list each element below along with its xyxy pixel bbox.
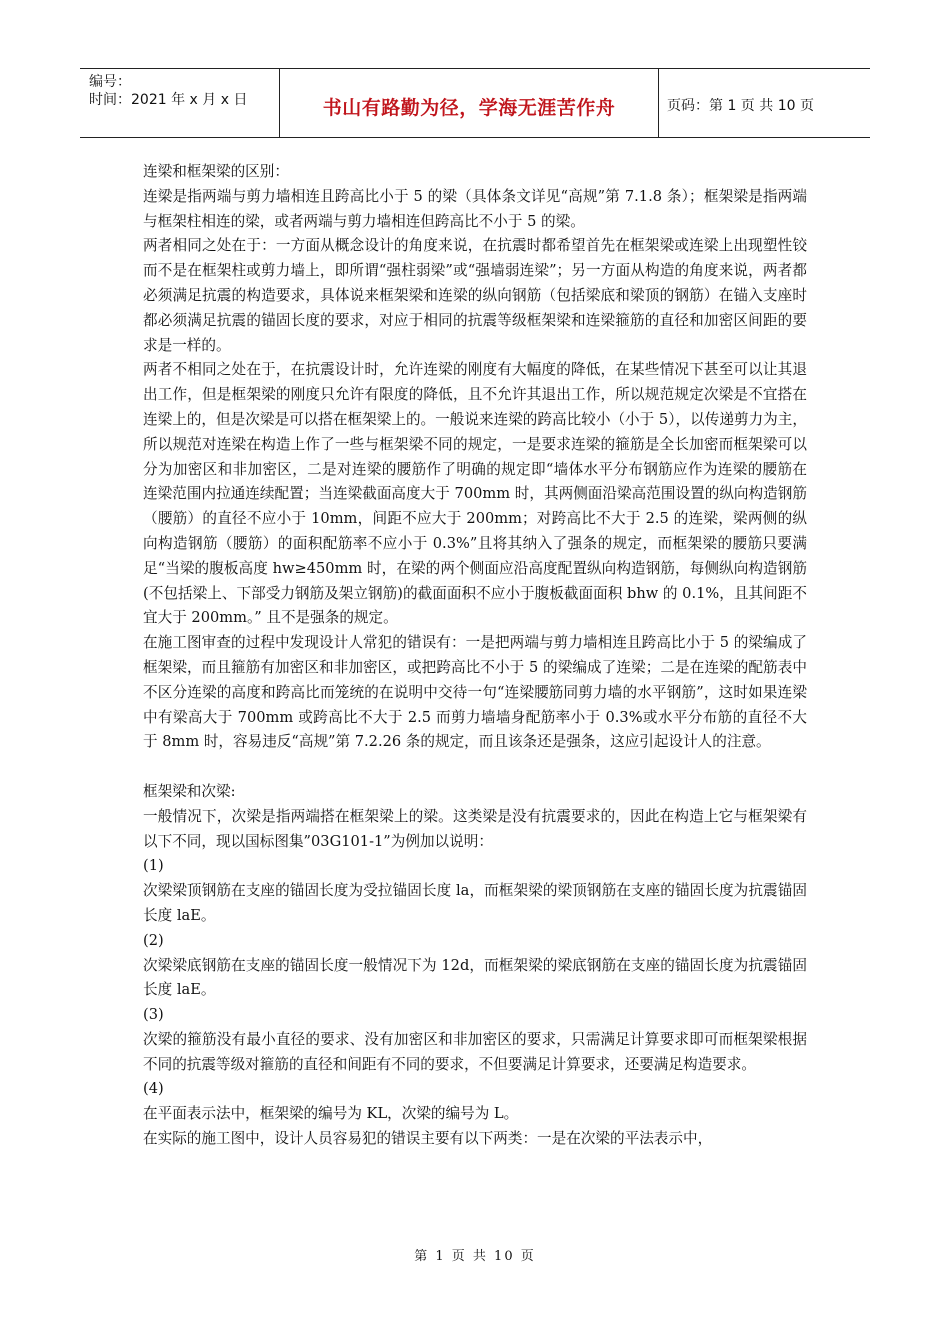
header-meta-cell bbox=[80, 69, 280, 137]
list-number: (1) bbox=[143, 857, 164, 875]
paragraph: 一般情况下，次梁是指两端搭在框架梁上的梁。这类梁是没有抗震要求的，因此在构造上它与框架梁有以下不同，现以国标图集”03G101-1”为例加以说明： bbox=[143, 807, 807, 850]
list-number: (3) bbox=[143, 1006, 164, 1024]
blank-line bbox=[143, 755, 807, 780]
header-page-info: 页码：第 1 页 共 10 页 bbox=[667, 98, 814, 114]
paragraph: 次梁的箍筋没有最小直径的要求、没有加密区和非加密区的要求，只需满足计算要求即可而框架梁根据不同的抗震等级对箍筋的直径和间距有不同的要求，不但要满足计算要求，还要满足构造要求。 bbox=[143, 1030, 807, 1073]
document-number: 编号： bbox=[89, 74, 131, 90]
document-date: 时间：2021 年 x 月 x 日 bbox=[89, 92, 248, 108]
section-title-lianliang: 连梁和框架梁的区别： bbox=[143, 163, 289, 180]
page-footer: 第 1 页 共 10 页 bbox=[414, 1249, 536, 1264]
document-header bbox=[80, 68, 870, 138]
paragraph: 在平面表示法中，框架梁的编号为 KL，次梁的编号为 L。 bbox=[143, 1105, 519, 1123]
paragraph: 次梁梁底钢筋在支座的锚固长度一般情况下为 12d，而框架梁的梁底钢筋在支座的锚固长度为抗震锚固长度 laE。 bbox=[143, 956, 807, 999]
list-number: (2) bbox=[143, 931, 164, 949]
section-title-ciliang: 框架梁和次梁: bbox=[143, 782, 236, 800]
header-motto: 书山有路勤为径，学海无涯苦作舟 bbox=[322, 97, 616, 119]
list-number: (4) bbox=[143, 1080, 164, 1098]
paragraph: 在施工图审查的过程中发现设计人常犯的错误有：一是把两端与剪力墙相连且跨高比小于 5 的梁编成了框架梁，而且箍筋有加密区和非加密区，或把跨高比不小于 5 的梁编成了连梁；二是在连梁的配筋表中不区分连梁的高度和跨高比而笼统的在说明中交待一句“连梁腰筋同剪力墙的水平钢筋”，这时如果连梁中有梁高大于 700mm 或跨高比不大于 2.5 而剪力墙墙身配筋率小于 0.3%或水平分布筋的直径不大于 8mm 时，容易违反“高规”第 7.2.26 条的规定，而且该条还是强条，这应引起设计人的注意。 bbox=[143, 634, 807, 751]
header-page-cell bbox=[659, 69, 870, 137]
paragraph: 次梁梁顶钢筋在支座的锚固长度为受拉锚固长度 la，而框架梁的梁顶钢筋在支座的锚固长度为抗震锚固长度 laE。 bbox=[143, 882, 807, 924]
document-body bbox=[143, 160, 807, 1152]
paragraph: 在实际的施工图中，设计人员容易犯的错误主要有以下两类：一是在次梁的平法表示中， bbox=[143, 1130, 713, 1148]
header-motto-cell bbox=[280, 69, 659, 137]
paragraph: 两者相同之处在于：一方面从概念设计的角度来说，在抗震时都希望首先在框架梁或连梁上出现塑性铰而不是在框架柱或剪力墙上，即所谓“强柱弱梁”或“强墙弱连梁”；另一方面从构造的角度来说，两者都必须满足抗震的构造要求，具体说来框架梁和连梁的纵向钢筋（包括梁底和梁顶的钢筋）在锚入支座时都必须满足抗震的锚固长度的要求，对应于相同的抗震等级框架梁和连梁箍筋的直径和加密区间距的要求是一样的。 bbox=[143, 237, 807, 354]
paragraph: 连梁是指两端与剪力墙相连且跨高比小于 5 的梁（具体条文详见“高规”第 7.1.8 条）；框架梁是指两端与框架柱相连的梁，或者两端与剪力墙相连但跨高比不小于 5 的梁。 bbox=[143, 187, 807, 230]
paragraph: 两者不相同之处在于，在抗震设计时，允许连梁的刚度有大幅度的降低，在某些情况下甚至可以让其退出工作，但是框架梁的刚度只允许有限度的降低，且不允许其退出工作，所以规范规定次梁是不宜搭在连梁上的，但是次梁是可以搭在框架梁上的。一般说来连梁的跨高比较小（小于 5），以传递剪力为主，所以规范对连梁在构造上作了一些与框架梁不同的规定，一是要求连梁的箍筋是全长加密而框架梁可以分为加密区和非加密区，二是对连梁的腰筋作了明确的规定即“墙体水平分布钢筋应作为连梁的腰筋在连梁范围内拉通连续配置；当连梁截面高度大于 700mm 时，其两侧面沿梁高范围设置的纵向构造钢筋（腰筋）的直径不应小于 10mm，间距不应大于 200mm；对跨高比不大于 2.5 的连梁，梁两侧的纵向构造钢筋（腰筋）的面积配筋率不应小于 0.3%”且将其纳入了强条的规定，而框架梁的腰筋只要满足“当梁的腹板高度 hw≥450mm 时，在梁的两个侧面应沿高度配置纵向构造钢筋，每侧纵向构造钢筋(不包括梁上、下部受力钢筋及架立钢筋)的截面面积不应小于腹板截面面积 bhw 的 0.1%，且其间距不宜大于 200mm。” 且不是强条的规定。 bbox=[143, 361, 807, 627]
